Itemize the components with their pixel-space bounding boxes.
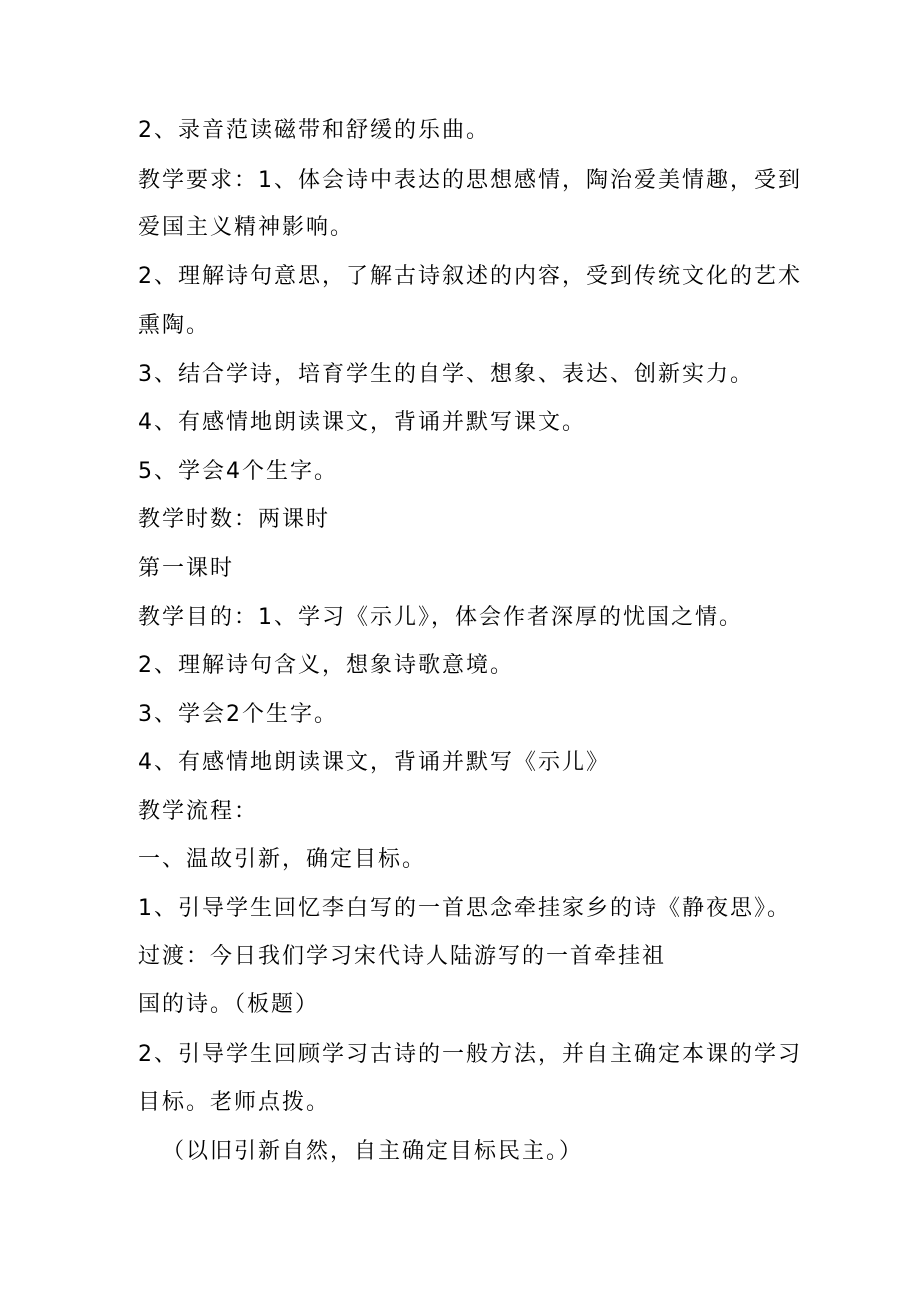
text-line: 4、有感情地朗读课文，背诵并默写《示儿》 bbox=[138, 750, 610, 775]
text-line: 爱国主义精神影响。 bbox=[138, 215, 355, 240]
text-line: 国的诗。（板题） bbox=[138, 992, 320, 1017]
text-line: 3、学会2个生字。 bbox=[138, 702, 338, 727]
text-line: 3、结合学诗，培育学生的自学、想象、表达、创新实力。 bbox=[138, 362, 754, 387]
text-line: 4、有感情地朗读课文，背诵并默写课文。 bbox=[138, 410, 586, 435]
text-line: 熏陶。 bbox=[138, 313, 211, 338]
text-line: 教学时数：两课时 bbox=[138, 507, 331, 532]
text-line: 2、录音范读磁带和舒缓的乐曲。 bbox=[138, 118, 490, 143]
text-line: 2、理解诗句含义，想象诗歌意境。 bbox=[138, 653, 514, 678]
text-line: 教学目的：1、学习《示儿》，体会作者深厚的忧国之情。 bbox=[138, 605, 743, 630]
text-line: 1、引导学生回忆李白写的一首思念牵挂家乡的诗《静夜思》。 bbox=[138, 896, 791, 921]
text-line: 2、引导学生回顾学习古诗的一般方法，并自主确定本课的学习 bbox=[138, 1042, 802, 1067]
text-line: （以旧引新自然，自主确定目标民主。） bbox=[162, 1139, 584, 1164]
text-line: 目标。老师点拨。 bbox=[138, 1090, 331, 1115]
text-line: 过渡：今日我们学习宋代诗人陆游写的一首牵挂祖 bbox=[138, 944, 667, 969]
text-line: 教学要求：1、体会诗中表达的思想感情，陶治爱美情趣，受到 bbox=[138, 168, 802, 193]
text-line: 5、学会4个生字。 bbox=[138, 459, 338, 484]
text-line: 一、温故引新，确定目标。 bbox=[138, 847, 427, 872]
text-line: 第一课时 bbox=[138, 556, 235, 581]
text-line: 2、理解诗句意思，了解古诗叙述的内容，受到传统文化的艺术 bbox=[138, 264, 802, 289]
text-line: 教学流程： bbox=[138, 799, 259, 824]
